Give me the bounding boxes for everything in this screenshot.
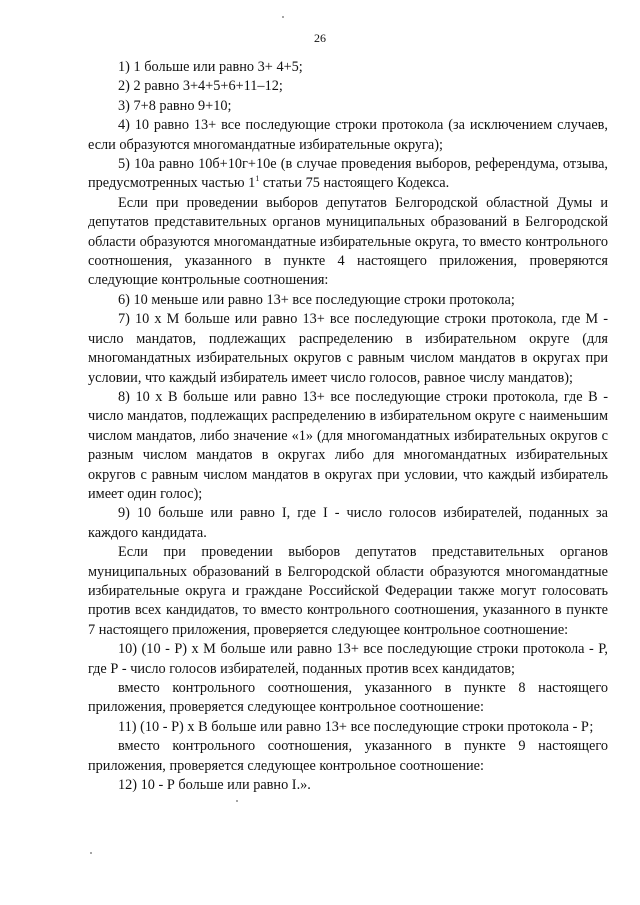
item-7: 7) 10 х М больше или равно 13+ все последующие строки протокола, где М - число мандатов, подлежащих распределению в избирательном округе (для многомандатных избирательных округов с равным числом мандатов в округах при условии, что каждый избиратель имеет число голосов, равное числу мандатов);	[88, 311, 608, 386]
item-9: 9) 10 больше или равно I, где I - число голосов избирателей, поданных за каждого кандидата.	[88, 505, 608, 541]
item-8: 8) 10 х В больше или равно 13+ все последующие строки протокола, где В - число мандатов, подлежащих распределению в избирательном округе с наименьшим числом мандатов, либо значение «1» (для многомандатных избирательных округов с разным числом мандатов в округах либо для многомандатных избирательных округов с равным числом мандатов в округах при условии, что каждый избиратель имеет один голос);	[88, 388, 608, 502]
paragraph-instead-of-8: вместо контрольного соотношения, указанного в пункте 8 настоящего приложения, проверяется следующее контрольное соотношение:	[88, 680, 608, 716]
item-3: 3) 7+8 равно 9+10;	[118, 97, 232, 114]
paragraph-against-all: Если при проведении выборов депутатов представительных органов муниципальных образований в Белгородской области образуются многомандатные избирательные округа и граждане Российской Федерации также могут голосовать против всех кандидатов, то вместо контрольного соотношения, указанного в пункте 7 настоящего приложения, проверяется следующее контрольное соотношение:	[88, 544, 608, 638]
item-5-tail: статьи 75 настоящего Кодекса.	[259, 175, 450, 192]
item-10: 10) (10 - Р) х М больше или равно 13+ все последующие строки протокола - Р, где Р - число голосов избирателей, поданных против всех кандидатов;	[88, 641, 608, 677]
item-6: 6) 10 меньше или равно 13+ все последующие строки протокола;	[118, 291, 515, 308]
paragraph-instead-of-9: вместо контрольного соотношения, указанного в пункте 9 настоящего приложения, проверяется следующее контрольное соотношение:	[88, 738, 608, 774]
scan-speck	[90, 852, 92, 854]
document-body	[88, 58, 608, 795]
item-11: 11) (10 - Р) х В больше или равно 13+ все последующие строки протокола - Р;	[118, 718, 594, 735]
item-5-superscript: 1	[255, 174, 260, 184]
scan-speck	[236, 800, 238, 802]
page-number: 26	[314, 31, 326, 45]
item-12: 12) 10 - Р больше или равно I.».	[118, 777, 311, 794]
item-1: 1) 1 больше или равно 3+ 4+5;	[118, 59, 303, 75]
scan-speck	[282, 16, 284, 18]
item-4: 4) 10 равно 13+ все последующие строки протокола (за исключением случаев, если образуются многомандатные избирательные округа);	[88, 117, 608, 153]
paragraph-multimandate-conditions: Если при проведении выборов депутатов Белгородской областной Думы и депутатов представительных органов муниципальных образований в Белгородской области образуются многомандатные избирательные округа, то вместо контрольного соотношения, указанного в пункте 4 настоящего приложения, проверяются следующие контрольные соотношения:	[88, 194, 608, 289]
item-2: 2) 2 равно 3+4+5+6+11–12;	[118, 78, 283, 95]
item-5-text: 5) 10а равно 10б+10г+10е (в случае проведения выборов, референдума, отзыва, предусмотренных частью 1	[88, 156, 608, 192]
item-5	[88, 155, 608, 194]
